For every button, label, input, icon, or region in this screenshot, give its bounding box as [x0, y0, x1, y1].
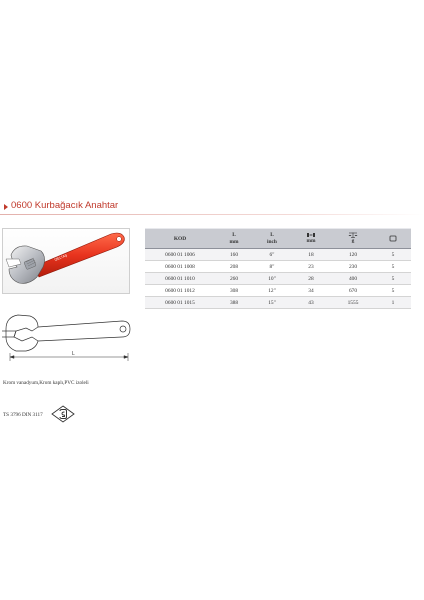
box-icon — [375, 235, 411, 242]
cell-kod: 0600 01 1006 — [145, 249, 215, 261]
table-header-row — [145, 229, 411, 249]
adjustable-wrench-photo — [3, 229, 129, 293]
cell-jaw-capacity: 34 — [291, 285, 331, 297]
product-header — [0, 198, 424, 218]
cell-length-inch: 12" — [253, 285, 291, 297]
header-divider — [0, 214, 424, 215]
cell-weight: 1555 — [331, 297, 375, 309]
cell-length-inch: 15" — [253, 297, 291, 309]
column-header-kod: KOD — [145, 229, 215, 249]
cell-length-inch: 6" — [253, 249, 291, 261]
cell-jaw-capacity: 23 — [291, 261, 331, 273]
cell-weight: 670 — [331, 285, 375, 297]
cell-jaw-capacity: 43 — [291, 297, 331, 309]
cell-length-inch: 8" — [253, 261, 291, 273]
column-header-weight: g — [331, 229, 375, 249]
table-row — [145, 261, 411, 273]
table-row — [145, 297, 411, 309]
cell-length-mm: 388 — [215, 297, 253, 309]
table-row — [145, 249, 411, 261]
column-header-package — [375, 229, 411, 249]
standard-note: TS 3796 DIN 3117 — [3, 412, 43, 418]
column-header-length-inch: L inch — [253, 229, 291, 249]
cell-kod: 0600 01 1012 — [145, 285, 215, 297]
cell-length-mm: 160 — [215, 249, 253, 261]
product-photo — [2, 228, 130, 294]
column-header-jaw-capacity: mm — [291, 229, 331, 249]
technical-drawing — [2, 307, 134, 369]
cell-jaw-capacity: 18 — [291, 249, 331, 261]
cell-weight: 230 — [331, 261, 375, 273]
cell-package: 5 — [375, 249, 411, 261]
cell-weight: 400 — [331, 273, 375, 285]
specification-table — [145, 228, 411, 309]
product-title: 0600 Kurbağacık Anahtar — [11, 200, 119, 211]
material-note: Krom vanadyum,Krom kaplı,PVC izoleli — [3, 380, 89, 386]
cell-length-mm: 208 — [215, 261, 253, 273]
cell-package: 5 — [375, 285, 411, 297]
cell-kod: 0600 01 1010 — [145, 273, 215, 285]
table-row — [145, 285, 411, 297]
cell-kod: 0600 01 1008 — [145, 261, 215, 273]
cell-kod: 0600 01 1015 — [145, 297, 215, 309]
brand-text: İZELTAŞ — [53, 253, 68, 262]
cell-length-mm: 260 — [215, 273, 253, 285]
cell-jaw-capacity: 28 — [291, 273, 331, 285]
cell-package: 5 — [375, 273, 411, 285]
tse-mark-icon — [51, 405, 75, 423]
cell-length-mm: 308 — [215, 285, 253, 297]
length-dimension-label: L — [72, 351, 75, 357]
cell-weight: 120 — [331, 249, 375, 261]
bullet-arrow-icon — [4, 204, 8, 210]
table-row — [145, 273, 411, 285]
wrench-outline-drawing — [2, 307, 134, 369]
cell-package: 1 — [375, 297, 411, 309]
cell-length-inch: 10" — [253, 273, 291, 285]
column-header-length-mm: L mm — [215, 229, 253, 249]
cell-package: 5 — [375, 261, 411, 273]
